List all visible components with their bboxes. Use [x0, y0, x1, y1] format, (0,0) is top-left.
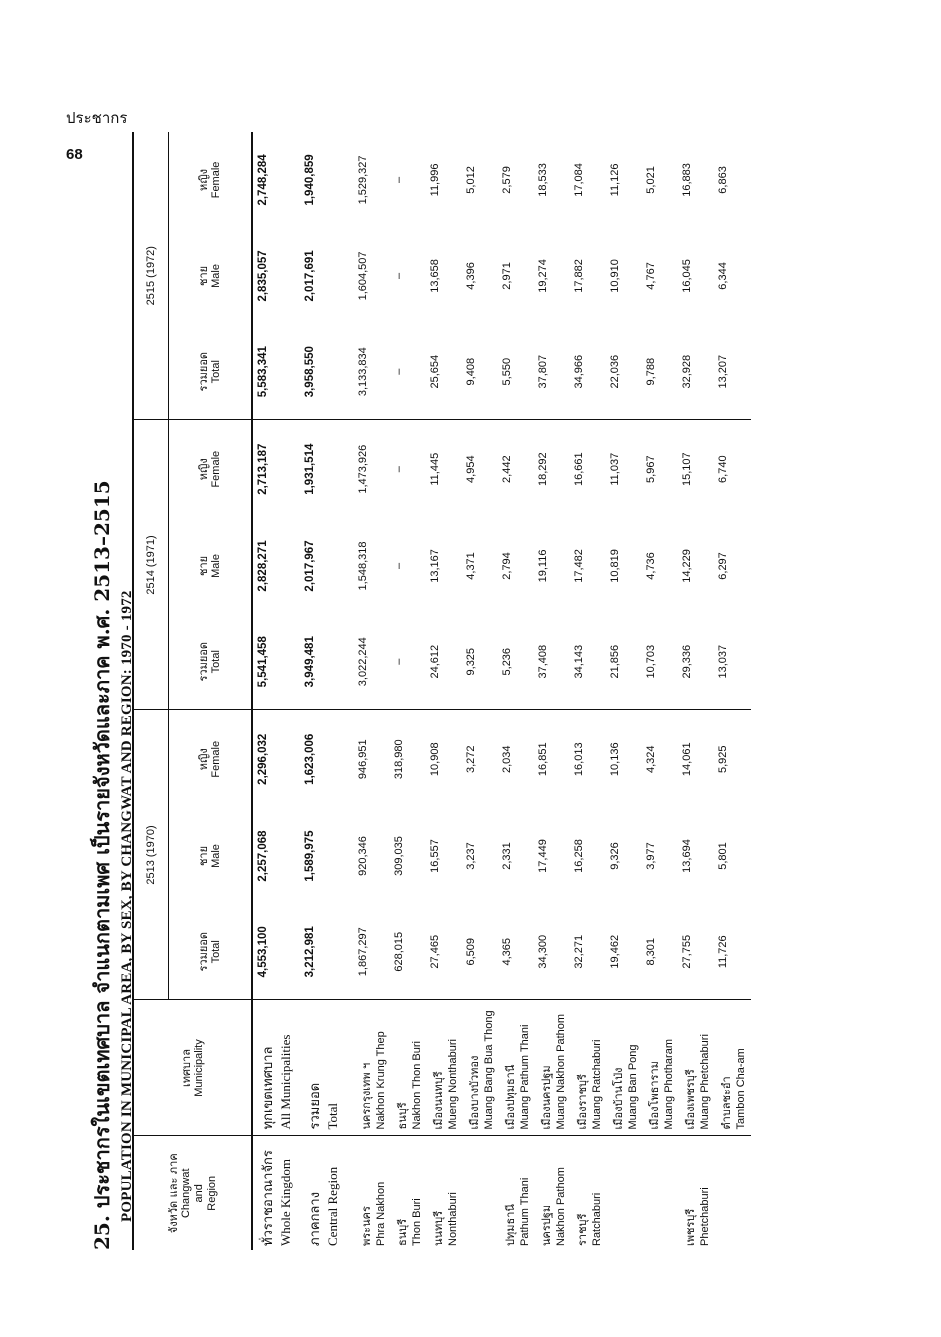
value-cell: 17,882 — [573, 259, 585, 293]
table-row — [252, 132, 302, 1250]
region-cell — [607, 1136, 643, 1250]
value-cell: 10,908 — [429, 742, 441, 777]
municipality-cell — [252, 1000, 302, 1136]
value-cell: 25,654 — [427, 324, 463, 420]
value-cell: 3,237 — [465, 842, 477, 870]
value-cell: 3,958,550 — [302, 324, 355, 420]
header-year-1972: 2515 (1972) — [133, 132, 169, 420]
region-cell — [571, 1136, 607, 1250]
value-cell: 3,949,481 — [302, 614, 355, 710]
value-cell: 6,344 — [717, 262, 729, 290]
value-cell: 1,589,975 — [304, 830, 316, 882]
header-total-en: Total — [210, 360, 222, 384]
region-thai: นนทบุรี — [432, 1210, 445, 1246]
municipality-cell — [607, 1000, 643, 1136]
table-row — [607, 132, 643, 1250]
value-cell: 2,331 — [501, 842, 513, 870]
value-cell: 27,755 — [679, 904, 715, 1000]
header-male-thai: ชาย — [197, 845, 210, 867]
value-cell: 10,136 — [609, 742, 621, 777]
value-cell: – — [391, 614, 427, 710]
value-cell: 10,910 — [609, 259, 621, 293]
table-row — [571, 132, 607, 1250]
value-cell: 4,736 — [645, 552, 657, 580]
value-cell: 2,017,967 — [304, 540, 316, 592]
header-total-en: Total — [210, 940, 222, 964]
value-cell: 13,694 — [681, 839, 693, 873]
value-cell: 3,977 — [645, 842, 657, 870]
value-cell: 18,292 — [537, 452, 549, 487]
header-female-en: Female — [210, 161, 222, 199]
value-cell: 4,371 — [465, 552, 477, 580]
table-row — [715, 132, 751, 1250]
value-cell: 10,819 — [609, 549, 621, 583]
region-english: Phetchaburi — [699, 1187, 711, 1246]
region-english: Central Region — [325, 1166, 340, 1246]
municipality-english: Muang Photharam — [663, 1039, 675, 1130]
value-cell: 4,396 — [465, 262, 477, 290]
value-cell: 34,143 — [571, 614, 607, 710]
municipality-cell — [355, 1000, 391, 1136]
region-thai: ภาคกลาง — [308, 1191, 323, 1246]
municipality-english: Muang Bang Bua Thong — [483, 1010, 495, 1130]
region-english: Nonthaburi — [447, 1192, 459, 1246]
region-cell — [643, 1136, 679, 1250]
value-cell: 6,297 — [717, 552, 729, 580]
municipality-cell — [535, 1000, 571, 1136]
header-total-thai: รวมยอด — [197, 351, 210, 392]
header-municipality — [133, 1000, 252, 1136]
value-cell: 37,807 — [535, 324, 571, 420]
municipality-english: Muang Ratchaburi — [591, 1039, 603, 1130]
value-cell: 2,017,691 — [304, 250, 316, 302]
value-cell: 6,863 — [717, 166, 729, 194]
municipality-thai: รวมยอด — [308, 1082, 323, 1130]
municipality-english: Muang Nakhon Pathom — [555, 1013, 567, 1130]
value-cell: 5,021 — [645, 166, 657, 194]
table-row — [427, 132, 463, 1250]
value-cell: 5,801 — [717, 842, 729, 870]
value-cell: 2,442 — [501, 455, 513, 483]
value-cell: 318,980 — [393, 739, 405, 780]
value-cell: 16,661 — [573, 452, 585, 487]
municipality-thai: เมืองปทุมธานี — [504, 1064, 517, 1130]
value-cell: 11,445 — [429, 452, 441, 486]
value-cell: 18,533 — [537, 163, 549, 197]
header-female-thai: หญิง — [197, 458, 210, 481]
region-cell — [463, 1136, 499, 1250]
header-total-en: Total — [210, 650, 222, 674]
municipality-english: Tambon Cha-am — [735, 1048, 747, 1130]
value-cell: 5,236 — [499, 614, 535, 710]
header-female-en: Female — [210, 450, 222, 488]
header-total-0 — [169, 904, 253, 1000]
header-total-thai: รวมยอด — [197, 931, 210, 972]
header-total-1 — [169, 614, 253, 710]
value-cell: 309,035 — [393, 836, 405, 876]
value-cell: – — [393, 176, 405, 183]
municipality-cell — [643, 1000, 679, 1136]
municipality-english: Muang Phetchaburi — [699, 1034, 711, 1130]
title-english: POPULATION IN MUNICIPAL AREA, BY SEX, BY CHANGWAT AND REGION: 1970 - 1972 — [119, 590, 135, 1222]
municipality-thai: เมืองราชบุรี — [576, 1074, 589, 1130]
municipality-thai: เมืองนนทบุรี — [432, 1071, 445, 1130]
value-cell: 946,951 — [357, 739, 369, 780]
table-row — [643, 132, 679, 1250]
municipality-english: Mueng Nonthaburi — [447, 1038, 459, 1130]
header-female-thai: หญิง — [197, 168, 210, 191]
title-thai: 25. ประชากรในเขตเทศบาล จำแนกตามเพศ เป็นรายจังหวัดและภาค พ.ศ. 2513–2515 — [90, 480, 114, 1250]
value-cell: 3,022,244 — [355, 614, 391, 710]
header-male-2 — [169, 228, 253, 324]
table-row — [679, 132, 715, 1250]
header-municipality-en: Municipality — [192, 1039, 205, 1097]
region-cell — [679, 1136, 715, 1250]
municipality-thai: เมืองโพธาราม — [648, 1061, 661, 1130]
table-row — [535, 132, 571, 1250]
value-cell: 32,928 — [679, 324, 715, 420]
value-cell: 11,126 — [609, 163, 621, 197]
header-total-2 — [169, 324, 253, 420]
value-cell: 11,037 — [609, 452, 621, 486]
value-cell: 5,012 — [465, 166, 477, 194]
value-cell: 34,300 — [535, 904, 571, 1000]
value-cell: 2,296,032 — [257, 733, 269, 785]
value-cell: – — [393, 562, 405, 570]
municipality-cell — [391, 1000, 427, 1136]
table-row — [302, 132, 355, 1250]
header-male-en: Male — [210, 554, 222, 578]
value-cell: 21,856 — [607, 614, 643, 710]
value-cell: 13,658 — [429, 259, 441, 293]
header-male-thai: ชาย — [197, 265, 210, 286]
municipality-thai: เมืองบ้านโป่ง — [612, 1067, 625, 1130]
value-cell: 16,013 — [573, 742, 585, 777]
value-cell: 17,449 — [537, 839, 549, 873]
value-cell: 628,015 — [391, 904, 427, 1000]
value-cell: 1,604,507 — [357, 251, 369, 301]
region-cell — [715, 1136, 751, 1250]
header-region-en1: Changwat — [179, 1168, 192, 1219]
table-row — [391, 132, 427, 1250]
value-cell: 27,465 — [427, 904, 463, 1000]
value-cell: 4,365 — [499, 904, 535, 1000]
region-thai: พระนคร — [360, 1206, 373, 1246]
value-cell: 2,971 — [501, 262, 513, 290]
header-male-0 — [169, 808, 253, 904]
value-cell: 19,462 — [607, 904, 643, 1000]
value-cell: 4,767 — [645, 262, 657, 290]
municipality-english: Muang Pathum Thani — [519, 1024, 531, 1130]
region-cell — [499, 1136, 535, 1250]
municipality-cell — [571, 1000, 607, 1136]
municipality-cell — [679, 1000, 715, 1136]
region-english: Thon Buri — [411, 1198, 423, 1246]
value-cell: 24,612 — [427, 614, 463, 710]
value-cell: 1,548,318 — [357, 541, 369, 591]
header-region-en2: and — [192, 1184, 205, 1203]
region-cell — [427, 1136, 463, 1250]
value-cell: 4,553,100 — [252, 904, 302, 1000]
value-cell: 2,034 — [501, 745, 513, 773]
value-cell: 11,726 — [715, 904, 751, 1000]
value-cell: 16,045 — [681, 259, 693, 293]
value-cell: 14,229 — [681, 549, 693, 583]
value-cell: 13,037 — [715, 614, 751, 710]
region-cell — [302, 1136, 355, 1250]
table-row — [499, 132, 535, 1250]
value-cell: 10,703 — [643, 614, 679, 710]
value-cell: 19,274 — [537, 259, 549, 293]
header-year-1971: 2514 (1971) — [133, 420, 169, 710]
value-cell: 4,324 — [645, 745, 657, 773]
municipality-thai: เมืองบางบัวทอง — [468, 1055, 481, 1130]
municipality-cell — [302, 1000, 355, 1136]
region-thai: ปทุมธานี — [504, 1204, 517, 1246]
table-row — [355, 132, 391, 1250]
value-cell: 9,325 — [463, 614, 499, 710]
header-male-thai: ชาย — [197, 555, 210, 577]
region-cell — [252, 1136, 302, 1250]
value-cell: 4,954 — [465, 455, 477, 483]
table-title — [86, 130, 136, 1250]
municipality-thai: ทุกเขตเทศบาล — [261, 1046, 276, 1130]
municipality-english: All Municipalities — [278, 1034, 293, 1130]
value-cell: 2,713,187 — [257, 443, 269, 495]
value-cell: 9,326 — [609, 842, 621, 870]
region-english: Phra Nakhon — [375, 1181, 387, 1246]
value-cell: 6,740 — [717, 455, 729, 483]
value-cell: 13,167 — [429, 549, 441, 583]
value-cell: 17,084 — [573, 163, 585, 197]
value-cell: 16,851 — [537, 742, 549, 777]
region-thai: ธนบุรี — [396, 1218, 409, 1246]
region-thai: เพชรบุรี — [684, 1208, 697, 1246]
region-cell — [355, 1136, 391, 1250]
value-cell: 3,212,981 — [302, 904, 355, 1000]
value-cell: 32,271 — [571, 904, 607, 1000]
header-female-1 — [169, 420, 253, 518]
value-cell: 1,623,006 — [304, 733, 316, 785]
region-cell — [535, 1136, 571, 1250]
value-cell: 5,967 — [645, 455, 657, 483]
rotated-table-page — [86, 130, 886, 1250]
value-cell: 1,940,859 — [304, 154, 316, 206]
header-municipality-thai: เทศบาล — [179, 1049, 193, 1087]
value-cell: 1,931,514 — [304, 443, 316, 495]
value-cell: 34,966 — [571, 324, 607, 420]
region-english: Pathum Thani — [519, 1177, 531, 1246]
value-cell: 15,107 — [681, 452, 693, 487]
value-cell: 3,133,834 — [355, 324, 391, 420]
municipality-cell — [499, 1000, 535, 1136]
municipality-thai: เมืองเพชรบุรี — [684, 1069, 697, 1130]
municipality-english: Total — [325, 1102, 340, 1130]
municipality-thai: นครกรุงเทพ ฯ — [360, 1062, 373, 1130]
value-cell: – — [393, 272, 405, 279]
municipality-thai: ธนบุรี — [396, 1102, 409, 1130]
header-year-1970: 2513 (1970) — [133, 710, 169, 1000]
value-cell: 5,925 — [717, 745, 729, 773]
header-female-en: Female — [210, 740, 222, 778]
population-table — [132, 132, 751, 1250]
region-thai: ราชบุรี — [576, 1213, 589, 1246]
region-english: Ratchaburi — [591, 1192, 603, 1246]
value-cell: 29,336 — [679, 614, 715, 710]
value-cell: 2,835,057 — [257, 250, 269, 302]
page-number: 68 — [66, 146, 83, 163]
value-cell: 920,346 — [357, 836, 369, 876]
header-total-thai: รวมยอด — [197, 641, 210, 682]
value-cell: 2,257,068 — [257, 830, 269, 882]
value-cell: 1,867,297 — [355, 904, 391, 1000]
region-cell — [391, 1136, 427, 1250]
value-cell: 19,116 — [537, 549, 549, 583]
value-cell: 1,529,327 — [357, 155, 369, 205]
municipality-thai: เมืองนครปฐม — [540, 1065, 553, 1130]
municipality-cell — [715, 1000, 751, 1136]
municipality-thai: ตำบลชะอำ — [720, 1076, 733, 1130]
header-female-thai: หญิง — [197, 748, 210, 771]
value-cell: 11,996 — [429, 163, 441, 197]
value-cell: 2,579 — [501, 166, 513, 194]
header-region-en3: Region — [205, 1175, 218, 1211]
municipality-english: Muang Ban Pong — [627, 1044, 639, 1130]
region-english: Nakhon Pathom — [555, 1167, 567, 1246]
value-cell: 2,794 — [501, 552, 513, 580]
value-cell: 3,272 — [465, 745, 477, 773]
header-region-thai: จังหวัด และ ภาค — [166, 1153, 180, 1234]
value-cell: 37,408 — [535, 614, 571, 710]
value-cell: 8,301 — [643, 904, 679, 1000]
header-male-1 — [169, 518, 253, 614]
value-cell: 13,207 — [715, 324, 751, 420]
municipality-english: Nakhon Krung Thep — [375, 1031, 387, 1130]
value-cell: 16,258 — [573, 839, 585, 873]
region-thai: ทั่วราชอาณาจักร — [261, 1150, 276, 1246]
value-cell: 5,541,458 — [252, 614, 302, 710]
value-cell: 2,748,284 — [257, 154, 269, 206]
header-male-en: Male — [210, 264, 222, 288]
header-male-en: Male — [210, 844, 222, 868]
value-cell: 5,550 — [499, 324, 535, 420]
value-cell: 9,408 — [463, 324, 499, 420]
table-row — [463, 132, 499, 1250]
value-cell: 5,583,341 — [252, 324, 302, 420]
municipality-english: Nakhon Thon Buri — [411, 1041, 423, 1130]
value-cell: 9,788 — [643, 324, 679, 420]
value-cell: 6,509 — [463, 904, 499, 1000]
region-thai: นครปฐม — [540, 1204, 553, 1246]
header-female-0 — [169, 710, 253, 808]
header-female-2 — [169, 132, 253, 228]
value-cell: 1,473,926 — [357, 444, 369, 494]
value-cell: 14,061 — [681, 742, 693, 777]
value-cell: – — [393, 466, 405, 473]
municipality-cell — [463, 1000, 499, 1136]
value-cell: 2,828,271 — [257, 540, 269, 592]
header-region — [133, 1136, 252, 1250]
section-name: ประชากร — [66, 109, 128, 127]
value-cell: 16,557 — [429, 839, 441, 873]
value-cell: 22,036 — [607, 324, 643, 420]
municipality-cell — [427, 1000, 463, 1136]
value-cell: – — [391, 324, 427, 420]
region-english: Whole Kingdom — [278, 1158, 293, 1246]
value-cell: 16,883 — [681, 163, 693, 197]
value-cell: 17,482 — [573, 549, 585, 583]
